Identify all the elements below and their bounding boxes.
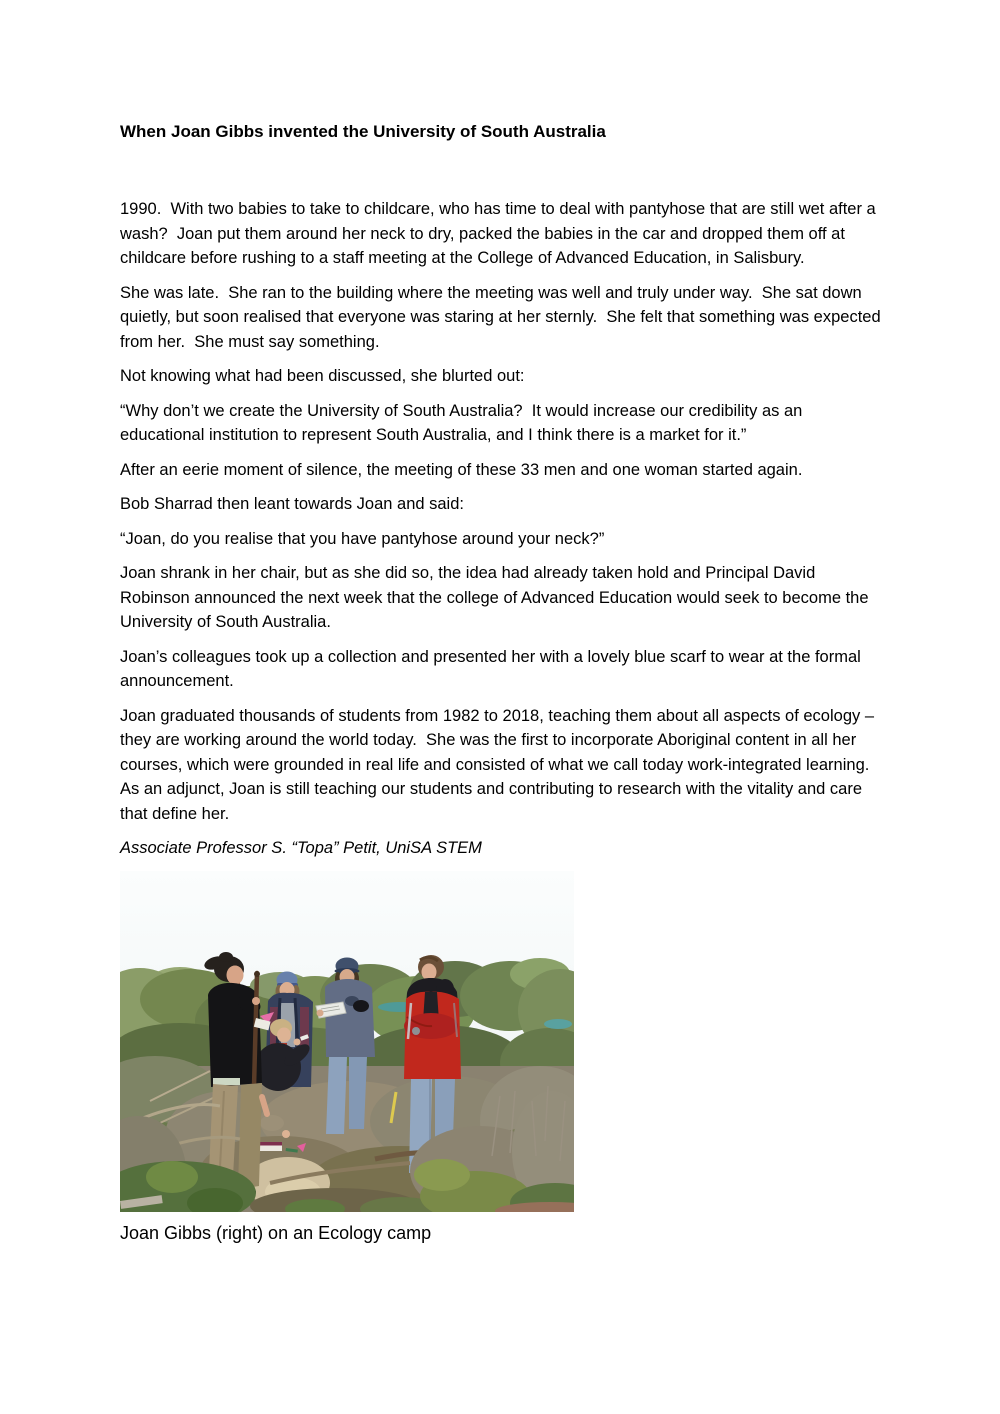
ecology-camp-photo [120, 871, 574, 1212]
body-paragraph: “Joan, do you realise that you have pantyhose around your neck?” [120, 529, 605, 548]
body-paragraph: Joan graduated thousands of students from 1982 to 2018, teaching them about all aspects of ecology – they are working around the world today. She was the first to incorporate Aboriginal content in all her courses, which were grounded in real life and consisted of what we call today work-integrated learning. As an adjunct, Joan is still teaching our students and contributing to research with the vitality and care that define her. [120, 706, 879, 823]
body-paragraph: She was late. She ran to the building where the meeting was well and truly under way. She sat down quietly, but soon realised that everyone was staring at her sternly. She felt that something was expected from her. She must say something. [120, 283, 886, 351]
photo-caption: Joan Gibbs (right) on an Ecology camp [120, 1222, 432, 1243]
body-paragraph: Joan’s colleagues took up a collection and presented her with a lovely blue scarf to wear at the formal announcement. [120, 647, 866, 690]
author-byline: Associate Professor S. “Topa” Petit, UniSA STEM [120, 839, 482, 857]
body-paragraph: “Why don’t we create the University of South Australia? It would increase our credibility as an educational institution to represent South Australia, and I think there is a market for it.” [120, 401, 807, 444]
body-paragraph: Bob Sharrad then leant towards Joan and said: [120, 495, 464, 513]
body-paragraph: 1990. With two babies to take to childcare, who has time to deal with pantyhose that are still wet after a wash? Joan put them around her neck to dry, packed the babies in the car and dropped them off at childcare before rushing to a staff meeting at the College of Advanced Education, in Salisbury. [120, 200, 881, 267]
photo-figure [120, 871, 882, 1245]
page-title: When Joan Gibbs invented the University of South Australia [120, 122, 606, 141]
body-paragraph: Joan shrank in her chair, but as she did so, the idea had already taken hold and Principal David Robinson announced the next week that the college of Advanced Education would seek to become the University of South Australia. [120, 564, 874, 631]
body-paragraph: After an eerie moment of silence, the meeting of these 33 men and one woman started again. [120, 460, 803, 479]
camera [353, 1000, 369, 1012]
body-paragraph: Not knowing what had been discussed, she blurted out: [120, 367, 525, 385]
